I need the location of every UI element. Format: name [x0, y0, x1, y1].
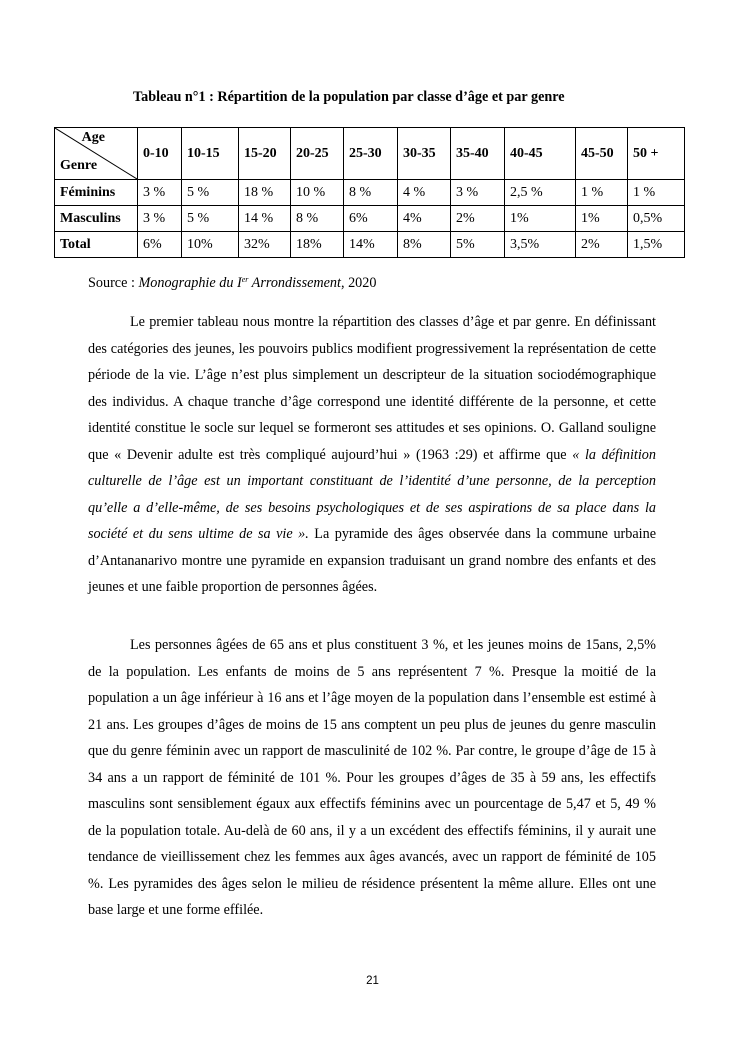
page-number: 21 [366, 975, 379, 987]
population-table [54, 127, 685, 258]
source-citation [88, 275, 376, 292]
corner-label-genre: Genre [60, 158, 98, 173]
corner-label-age: Age [81, 130, 105, 145]
table-cell: 1% [505, 206, 576, 232]
table-cell: 2% [451, 206, 505, 232]
table-cell: 18% [291, 232, 344, 258]
source-suffix: , 2020 [340, 275, 377, 291]
column-header: 25-30 [344, 128, 398, 180]
table-cell: 2% [576, 232, 628, 258]
table-corner-cell [55, 128, 138, 180]
column-header: 0-10 [138, 128, 182, 180]
source-title-end: Arrondissement [248, 275, 341, 291]
table-title: Tableau n°1 : Répartition de la population par classe d’âge et par genre [133, 89, 565, 105]
table-row [55, 232, 685, 258]
table-cell: 3 % [451, 180, 505, 206]
source-title-start: Monographie du I [138, 275, 242, 291]
table-cell: 6% [138, 232, 182, 258]
table-cell: 10% [182, 232, 239, 258]
column-header: 20-25 [291, 128, 344, 180]
table-cell: 1,5% [628, 232, 685, 258]
row-label: Masculins [55, 206, 138, 232]
table-cell: 8 % [291, 206, 344, 232]
column-header: 50 + [628, 128, 685, 180]
table-cell: 5 % [182, 180, 239, 206]
table-row [55, 180, 685, 206]
paragraph-2: Les personnes âgées de 65 ans et plus constituent 3 %, et les jeunes moins de 15ans, 2,5% de la population. Les enfants de moins de 5 ans représentent 7 %. Presque la moitié de la population a un âge inférieur à 16 ans et l’âge moyen de la population dans l’ensemble est estimé à 21 ans. Les groupes d’âges de moins de 15 ans comptent un peu plus de jeunes du genre masculin que du genre féminin avec un rapport de masculinité de 102 %. Par contre, le groupe d’âge de 15 à 34 ans a un rapport de féminité de 101 %. Pour les groupes d’âges de 35 à 59 ans, les effectifs masculins sont sensiblement égaux aux effectifs féminins avec un pourcentage de 5,47 et 5, 49 % de la population totale. Au-delà de 60 ans, il y a un excédent des effectifs féminins, il y aurait une tendance de vieillissement chez les femmes aux âges avancés, avec un rapport de féminité de 105 %. Les pyramides des âges selon le milieu de résidence présentent la même allure. Elles ont une base large et une forme effilée. [88, 637, 656, 918]
column-header: 15-20 [239, 128, 291, 180]
table-cell: 14 % [239, 206, 291, 232]
table-cell: 2,5 % [505, 180, 576, 206]
table-cell: 8 % [344, 180, 398, 206]
table-cell: 3 % [138, 180, 182, 206]
table-header-row [55, 128, 685, 180]
column-header: 40-45 [505, 128, 576, 180]
table-cell: 3,5% [505, 232, 576, 258]
paragraph-1 [88, 309, 656, 601]
table-cell: 1 % [628, 180, 685, 206]
paragraph-1-quote: « la définition culturelle de l’âge est un important constituant de l’identité d’une personne, de la perception qu’elle a d’elle-même, de ses besoins psychologiques et de ses aspirations de sa place dans la société et du sens ultime de sa vie ». [88, 446, 656, 542]
table-cell: 0,5% [628, 206, 685, 232]
table-cell: 1% [576, 206, 628, 232]
source-prefix: Source : [88, 275, 139, 291]
row-label: Total [55, 232, 138, 258]
column-header: 35-40 [451, 128, 505, 180]
table-cell: 3 % [138, 206, 182, 232]
column-header: 30-35 [398, 128, 451, 180]
table-cell: 5% [451, 232, 505, 258]
column-header: 10-15 [182, 128, 239, 180]
table-cell: 32% [239, 232, 291, 258]
paragraph-1-text: Le premier tableau nous montre la répartition des classes d’âge et par genre. En définissant des catégories des jeunes, les pouvoirs publics modifient progressivement la représentation de cette période de la vie. L’âge n’est plus simplement un descripteur de la situation sociodémographique des individus. A chaque tranche d’âge correspond une identité différente de la personne, et cette identité constitue le socle sur lequel se formeront ses attitudes et ses opinions. O. Galland souligne que « Devenir adulte est très compliqué aujourd’hui » (1963 :29) et affirme que [88, 314, 656, 463]
table-cell: 4 % [398, 180, 451, 206]
table-cell: 8% [398, 232, 451, 258]
table-cell: 10 % [291, 180, 344, 206]
source-title-superscript: er [241, 275, 249, 284]
table-cell: 5 % [182, 206, 239, 232]
table-cell: 1 % [576, 180, 628, 206]
table-row [55, 206, 685, 232]
table-cell: 6% [344, 206, 398, 232]
row-label: Féminins [55, 180, 138, 206]
source-title [138, 275, 341, 291]
table-cell: 4% [398, 206, 451, 232]
column-header: 45-50 [576, 128, 628, 180]
table-cell: 18 % [239, 180, 291, 206]
paragraph-1-text-end: La pyramide des âges observée dans la commune urbaine d’Antananarivo montre une pyramide en expansion traduisant un grand nombre des enfants et des jeunes et une faible proportion de personnes âgées. [88, 526, 656, 595]
table-cell: 14% [344, 232, 398, 258]
